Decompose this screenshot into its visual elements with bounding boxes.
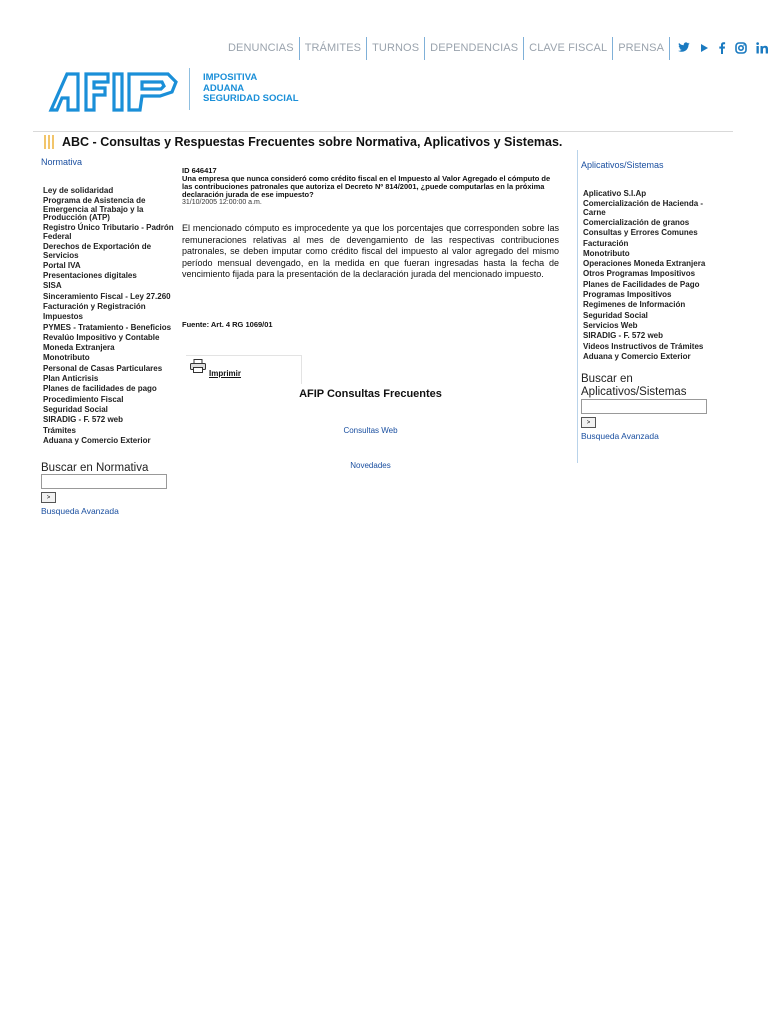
normativa-item[interactable]: Moneda Extranjera <box>43 343 115 353</box>
novedades-link[interactable]: Novedades <box>350 461 391 470</box>
print-box <box>186 355 302 384</box>
afip-logo[interactable] <box>48 68 180 114</box>
print-link[interactable]: Imprimir <box>209 369 242 378</box>
nav-dependencias[interactable]: DEPENDENCIAS <box>425 37 524 60</box>
normativa-item[interactable]: Facturación y Registración <box>43 302 146 311</box>
facebook-icon[interactable] <box>718 42 726 56</box>
header-divider <box>33 131 733 132</box>
aplicativo-item[interactable]: Videos Instructivos de Trámites <box>583 341 704 351</box>
normativa-advanced-search-link[interactable]: Busqueda Avanzada <box>41 506 119 517</box>
normativa-search-label: Buscar en Normativa <box>41 462 149 475</box>
aplicativo-item[interactable]: Aduana y Comercio Exterior <box>583 351 691 361</box>
aplicativo-item[interactable]: Monotributo <box>583 248 630 258</box>
question-text: Una empresa que nunca consideró como crédito fiscal en el Impuesto al Valor Agregado el cómputo de las contribuciones patronales que autoriza el Decreto Nº 814/2001, ¿puede computarlas en la próxima declaración jurada de ese impuesto? <box>182 174 551 199</box>
answer-source: Fuente: Art. 4 RG 1069/01 <box>182 320 273 329</box>
aplicativos-search <box>581 373 716 441</box>
normativa-search-input[interactable] <box>41 474 167 489</box>
tagline-seguridad-social: SEGURIDAD SOCIAL <box>203 93 299 104</box>
aplicativos-search-label-1: Buscar en <box>581 373 633 386</box>
section-aplicativos[interactable]: Aplicativos/Sistemas <box>581 160 664 170</box>
tagline-impositiva: IMPOSITIVA <box>203 72 258 83</box>
normativa-item[interactable]: Revalúo Impositivo y Contable <box>43 332 160 342</box>
aplicativo-item[interactable]: Aplicativo S.I.Ap <box>583 189 647 198</box>
aplicativo-item[interactable]: SIRADIG - F. 572 web <box>583 331 664 341</box>
normativa-item[interactable]: Personal de Casas Particulares <box>43 363 163 373</box>
nav-tramites[interactable]: TRÁMITES <box>300 37 367 60</box>
normativa-item[interactable]: Aduana y Comercio Exterior <box>43 435 151 445</box>
aplicativo-item[interactable]: Planes de Facilidades de Pago <box>583 279 700 289</box>
normativa-item[interactable]: PYMES - Tratamiento - Beneficios <box>43 322 172 332</box>
top-navigation <box>223 37 768 60</box>
normativa-item[interactable]: Derechos de Exportación de Servicios <box>43 242 152 260</box>
aplicativo-item[interactable]: Seguridad Social <box>583 310 648 320</box>
normativa-item[interactable]: Programa de Asistencia de Emergencia al Trabajo y la Producción (ATP) <box>43 196 146 223</box>
social-links <box>670 37 768 60</box>
aplicativo-item[interactable]: Facturación <box>583 238 629 248</box>
right-sidebar <box>581 155 716 441</box>
title-accent-bar <box>52 135 54 149</box>
normativa-search-button[interactable]: > <box>41 492 56 503</box>
nav-denuncias[interactable]: DENUNCIAS <box>223 37 300 60</box>
normativa-item[interactable]: Planes de facilidades de pago <box>43 384 157 394</box>
normativa-item[interactable]: Ley de solidaridad <box>43 186 114 195</box>
aplicativo-item[interactable]: Comercialización de granos <box>583 218 690 227</box>
consultas-web-link[interactable]: Consultas Web <box>343 426 398 435</box>
normativa-item[interactable]: Registro Único Tributario - Padrón Federal <box>43 223 174 241</box>
faq-content <box>182 166 559 329</box>
instagram-icon[interactable] <box>735 42 747 56</box>
aplicativo-item[interactable]: Otros Programas Impositivos <box>583 269 696 279</box>
aplicativos-search-button[interactable]: > <box>581 417 596 428</box>
normativa-item[interactable]: SIRADIG - F. 572 web <box>43 415 124 425</box>
aplicativos-list <box>583 190 716 361</box>
aplicativo-item[interactable]: Operaciones Moneda Extranjera <box>583 259 706 269</box>
twitter-icon[interactable] <box>678 42 690 55</box>
section-normativa[interactable]: Normativa <box>41 157 83 167</box>
normativa-item[interactable]: Impuestos <box>43 312 84 322</box>
aplicativo-item[interactable]: Consultas y Errores Comunes <box>583 228 698 238</box>
normativa-item[interactable]: Monotributo <box>43 353 90 363</box>
aplicativo-item[interactable]: Regimenes de Información <box>583 300 686 310</box>
normativa-item[interactable]: Seguridad Social <box>43 404 108 414</box>
youtube-icon[interactable] <box>699 43 709 55</box>
aplicativos-search-label-2: Aplicativos/Sistemas <box>581 386 687 399</box>
normativa-item[interactable]: Sinceramiento Fiscal - Ley 27.260 <box>43 291 171 301</box>
nav-prensa[interactable]: PRENSA <box>613 37 670 60</box>
aplicativo-item[interactable]: Comercialización de Hacienda - Carne <box>583 199 704 217</box>
title-accent-bar <box>48 135 50 149</box>
nav-clave-fiscal[interactable]: CLAVE FISCAL <box>524 37 613 60</box>
normativa-item[interactable]: Presentaciones digitales <box>43 271 137 281</box>
question-id: ID 646417 <box>182 166 217 175</box>
aplicativos-search-input[interactable] <box>581 399 707 414</box>
normativa-item[interactable]: Procedimiento Fiscal <box>43 394 124 404</box>
tagline <box>203 73 299 105</box>
normativa-item[interactable]: Trámites <box>43 425 76 435</box>
aplicativo-item[interactable]: Programas Impositivos <box>583 290 672 300</box>
normativa-item[interactable]: Portal IVA <box>43 260 81 270</box>
aplicativos-advanced-search-link[interactable]: Busqueda Avanzada <box>581 431 659 442</box>
page-title: ABC - Consultas y Respuestas Frecuentes sobre Normativa, Aplicativos y Sistemas. <box>62 135 563 149</box>
tagline-aduana: ADUANA <box>203 82 245 94</box>
logo-divider <box>189 68 190 110</box>
question-date: 31/10/2005 12:00:00 a.m. <box>182 199 262 206</box>
normativa-item[interactable]: Plan Anticrisis <box>43 374 99 384</box>
nav-turnos[interactable]: TURNOS <box>367 37 425 60</box>
normativa-item[interactable]: SISA <box>43 281 62 291</box>
answer-text: El mencionado cómputo es improcedente ya que los porcentajes que corresponden sobre las remuneraciones relativas al mes de devengamiento de las respectivas contribuciones patronales, se deben imputar como crédito fiscal del impuesto al valor agregado del mismo período mensual devengado, en la medida en que fueran ingresadas hasta la fecha de vencimiento fijada para la presentación de la declaración jurada del mencionado impuesto. <box>182 223 559 279</box>
footer-title: AFIP Consultas Frecuentes <box>299 388 442 400</box>
aplicativo-item[interactable]: Servicios Web <box>583 320 638 330</box>
left-sidebar <box>41 152 181 516</box>
title-bar <box>44 135 562 149</box>
normativa-search <box>41 462 181 516</box>
linkedin-icon[interactable] <box>756 42 768 56</box>
normativa-list <box>43 187 181 445</box>
printer-icon[interactable] <box>190 359 206 373</box>
right-column-divider <box>577 150 578 463</box>
title-accent-bar <box>44 135 46 149</box>
